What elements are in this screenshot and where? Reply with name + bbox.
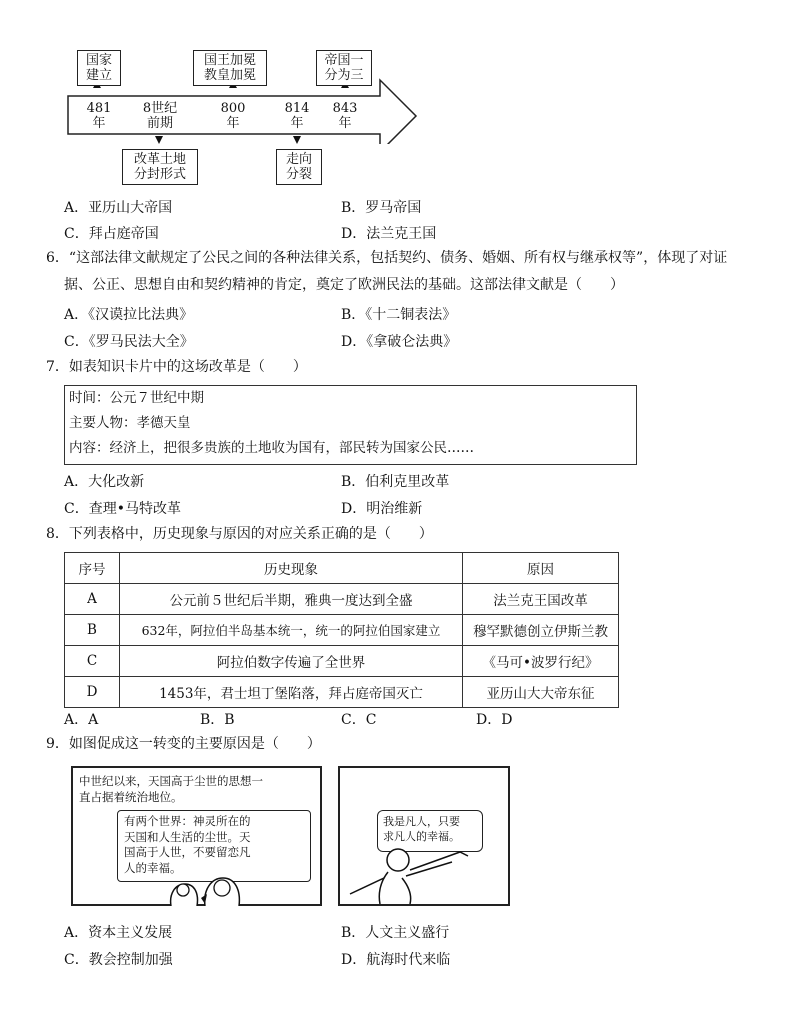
- timeline-point-481: 481 年: [86, 101, 112, 131]
- q9-left-caption: 中世纪以来，天国高于尘世的思想一 直占据着统治地位。: [79, 774, 263, 804]
- q9-option-d[interactable]: D．航海时代来临: [341, 952, 451, 968]
- table-cell: C: [65, 646, 120, 677]
- q9-left-figures-illustration: [161, 876, 251, 906]
- q5-option-c[interactable]: C．拜占庭帝国: [64, 226, 159, 242]
- q9-cartoon-right: [338, 766, 510, 906]
- table-row: [65, 677, 619, 708]
- q5-option-b[interactable]: B．罗马帝国: [341, 200, 422, 216]
- q7-knowledge-card: [64, 385, 637, 465]
- q9-option-b[interactable]: B．人文主义盛行: [341, 925, 450, 941]
- table-cell: D: [65, 677, 120, 708]
- table-row: [65, 615, 619, 646]
- q8-option-c[interactable]: C．C: [341, 712, 377, 728]
- timeline-box-partition: 帝国一 分为三: [316, 50, 372, 86]
- table-header-row: [65, 553, 619, 584]
- q7-card-person: 主要人物：孝德天皇: [69, 415, 191, 431]
- q6-option-a[interactable]: A．《汉谟拉比法典》: [64, 307, 194, 323]
- q8-stem: 8．下列表格中，历史现象与原因的对应关系正确的是（ ）: [46, 526, 433, 542]
- table-row: [65, 584, 619, 615]
- q7-option-c[interactable]: C．查理•马特改革: [64, 501, 181, 517]
- q7-option-d[interactable]: D．明治维新: [341, 501, 423, 517]
- table-row: [65, 646, 619, 677]
- q7-card-content: 内容：经济上，把很多贵族的土地收为国有，部民转为国家公民……: [69, 440, 474, 456]
- q9-left-bubble-text: 有两个世界：神灵所在的 天国和人生活的尘世。天 国高于人世，不要留恋凡 人的幸福。: [124, 814, 251, 875]
- table-cell: 穆罕默德创立伊斯兰教: [463, 615, 619, 646]
- table-cell: B: [65, 615, 120, 646]
- q7-stem: 7．如表知识卡片中的这场改革是（ ）: [46, 359, 307, 375]
- table-header: 原因: [463, 553, 619, 584]
- q7-option-a[interactable]: A．大化改新: [64, 474, 145, 490]
- q9-option-a[interactable]: A．资本主义发展: [64, 925, 173, 941]
- q9-right-figure-illustration: [340, 838, 508, 904]
- timeline-point-8th-century: 8世纪 前期: [142, 101, 178, 131]
- q7-card-time: 时间：公元７世纪中期: [69, 390, 204, 406]
- timeline-box-land-reform: 改革土地 分封形式: [122, 149, 198, 185]
- timeline-point-814: 814 年: [284, 101, 310, 131]
- timeline-box-coronation: 国王加冕 教皇加冕: [193, 50, 267, 86]
- table-cell: 632年，阿拉伯半岛基本统一，统一的阿拉伯国家建立: [120, 615, 463, 646]
- q5-option-d[interactable]: D．法兰克王国: [341, 226, 437, 242]
- q8-option-a[interactable]: A．A: [64, 712, 99, 728]
- q6-option-b[interactable]: B．《十二铜表法》: [341, 307, 457, 323]
- q6-stem-line2: 据、公正、思想自由和契约精神的肯定，奠定了欧洲民法的基础。这部法律文献是（ ）: [64, 277, 624, 293]
- timeline-point-800: 800 年: [220, 101, 246, 131]
- timeline-box-founding: 国家 建立: [77, 50, 121, 86]
- table-cell: 公元前５世纪后半期，雅典一度达到全盛: [120, 584, 463, 615]
- q8-option-b[interactable]: B．B: [200, 712, 235, 728]
- q5-option-a[interactable]: A．亚历山大帝国: [64, 200, 173, 216]
- table-header: 序号: [65, 553, 120, 584]
- table-cell: 1453年，君士坦丁堡陷落，拜占庭帝国灭亡: [120, 677, 463, 708]
- q8-option-d[interactable]: D．D: [476, 712, 513, 728]
- q6-stem-line1: 6．“这部法律文献规定了公民之间的各种法律关系，包括契约、债务、婚姻、所有权与继承权等”，体现了对证: [46, 250, 728, 266]
- table-cell: 阿拉伯数字传遍了全世界: [120, 646, 463, 677]
- q7-option-b[interactable]: B．伯利克里改革: [341, 474, 450, 490]
- table-cell: 亚历山大大帝东征: [463, 677, 619, 708]
- q9-option-c[interactable]: C．教会控制加强: [64, 952, 173, 968]
- table-cell: 《马可•波罗行纪》: [463, 646, 619, 677]
- q9-left-speech-bubble: [117, 810, 311, 882]
- table-cell: A: [65, 584, 120, 615]
- table-header: 历史现象: [120, 553, 463, 584]
- q9-stem: 9．如图促成这一转变的主要原因是（ ）: [46, 736, 321, 752]
- timeline-box-division: 走向 分裂: [276, 149, 322, 185]
- q6-option-c[interactable]: C．《罗马民法大全》: [64, 334, 194, 350]
- q9-cartoon-left: [71, 766, 322, 906]
- timeline-point-843: 843 年: [332, 101, 358, 131]
- q8-table: [64, 552, 619, 708]
- table-cell: 法兰克王国改革: [463, 584, 619, 615]
- q6-option-d[interactable]: D．《拿破仑法典》: [341, 334, 458, 350]
- q9-right-bubble-text: 我是凡人，只要 求凡人的幸福。: [383, 815, 460, 843]
